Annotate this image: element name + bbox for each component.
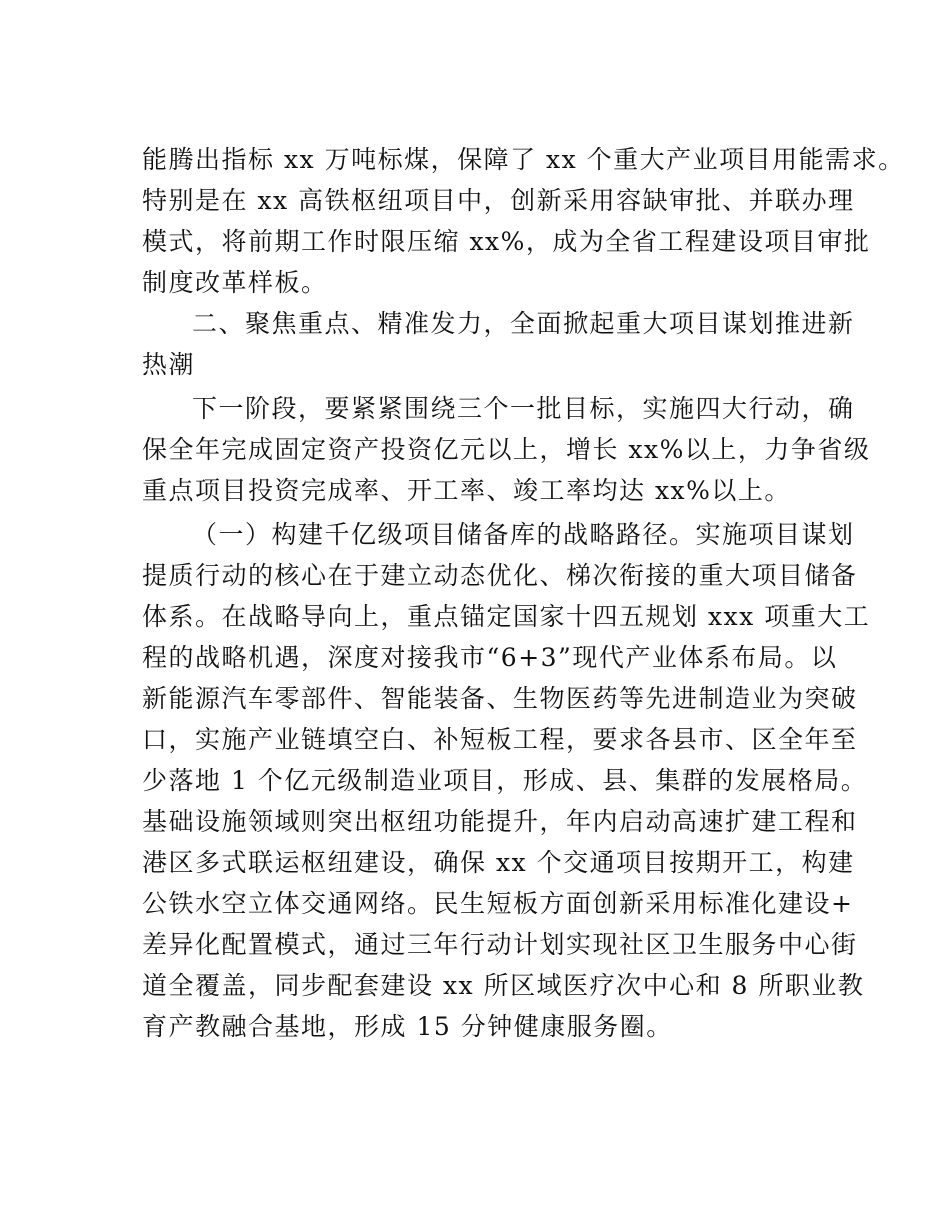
paragraph-line: 口，实施产业链填空白、补短板工程，要求各县市、区全年至 [142,725,858,754]
paragraph-line: 特别是在 xx 高铁枢纽项目中，创新采用容缺审批、并联办理 [142,186,855,215]
section-heading-line: 二、聚焦重点、精准发力，全面掀起重大项目谋划推进新 [192,309,855,338]
paragraph-line: 重点项目投资完成率、开工率、竣工率均达 xx%以上。 [142,476,791,505]
paragraph-line: 体系。在战略导向上，重点锚定国家十四五规划 xxx 项重大工 [142,602,871,631]
paragraph-line: 基础设施领域则突出枢纽功能提升，年内启动高速扩建工程和 [142,807,858,836]
paragraph-line: 道全覆盖，同步配套建设 xx 所区域医疗次中心和 8 所职业教 [142,971,865,1000]
paragraph-line: 少落地 1 个亿元级制造业项目，形成、县、集群的发展格局。 [142,766,868,795]
section-heading-line: 热潮 [142,350,196,379]
paragraph-line: 差异化配置模式，通过三年行动计划实现社区卫生服务中心街 [142,930,858,959]
paragraph-line: 程的战略机遇，深度对接我市“6+3”现代产业体系布局。以 [142,643,838,672]
paragraph-line: 新能源汽车零部件、智能装备、生物医药等先进制造业为突破 [142,684,858,713]
paragraph-line: 下一阶段，要紧紧围绕三个一批目标，实施四大行动，确 [192,394,855,423]
subsection-paragraph-line: （一）构建千亿级项目储备库的战略路径。实施项目谋划 [192,520,855,549]
paragraph-line: 公铁水空立体交通网络。民生短板方面创新采用标准化建设+ [142,889,854,918]
paragraph-line: 能腾出指标 xx 万吨标煤，保障了 xx 个重大产业项目用能需求。 [142,145,905,174]
paragraph-line: 育产教融合基地，形成 15 分钟健康服务圈。 [142,1012,673,1041]
paragraph-line: 模式，将前期工作时限压缩 xx%，成为全省工程建设项目审批 [142,227,871,256]
paragraph-line: 保全年完成固定资产投资亿元以上，增长 xx%以上，力争省级 [142,435,871,464]
paragraph-line: 港区多式联运枢纽建设，确保 xx 个交通项目按期开工，构建 [142,848,855,877]
paragraph-line: 制度改革样板。 [142,268,328,297]
paragraph-line: 提质行动的核心在于建立动态优化、梯次衔接的重大项目储备 [142,561,858,590]
